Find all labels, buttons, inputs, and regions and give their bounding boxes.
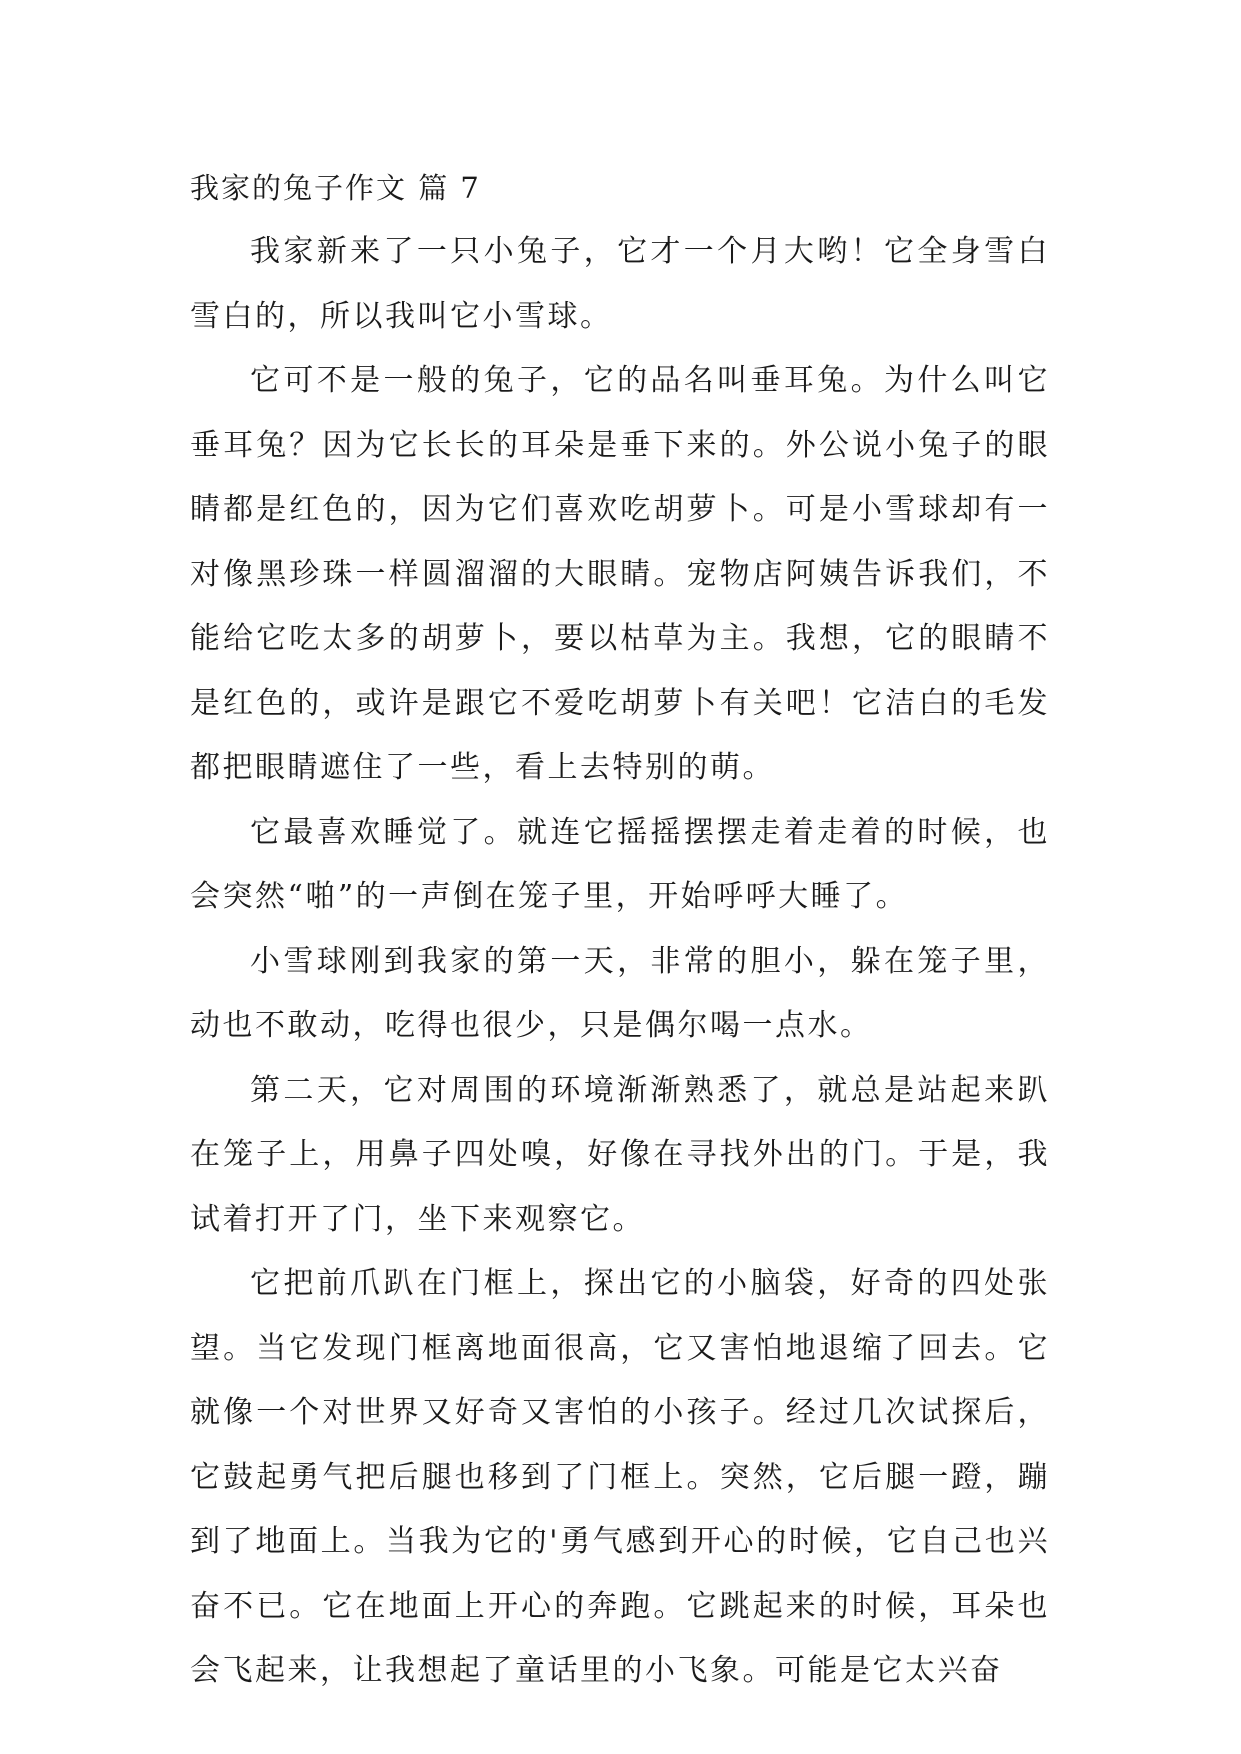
paragraph-sleeping: 它最喜欢睡觉了。就连它摇摇摆摆走着走着的时候，也会突然“啪”的一声倒在笼子里，开始呼呼大睡了。 [190, 814, 1050, 914]
document-body [190, 160, 1050, 1704]
document-title: 我家的兔子作文 篇 7 [190, 171, 481, 205]
paragraph-lop-ear: 它可不是一般的兔子，它的品名叫垂耳兔。为什么叫它垂耳兔？因为它长长的耳朵是垂下来的。外公说小兔子的眼睛都是红色的，因为它们喜欢吃胡萝卜。可是小雪球却有一对像黑珍珠一样圆溜溜的大眼睛。宠物店阿姨告诉我们，不能给它吃太多的胡萝卜，要以枯草为主。我想，它的眼睛不是红色的，或许是跟它不爱吃胡萝卜有关吧！它洁白的毛发都把眼睛遮住了一些，看上去特别的萌。 [190, 363, 1050, 785]
paragraph-exploring: 它把前爪趴在门框上，探出它的小脑袋，好奇的四处张望。当它发现门框离地面很高，它又害怕地退缩了回去。它就像一个对世界又好奇又害怕的小孩子。经过几次试探后，它鼓起勇气把后腿也移到了门框上。突然，它后腿一蹬，蹦到了地面上。当我为它的'勇气感到开心的时候，它自己也兴奋不已。它在地面上开心的奔跑。它跳起来的时候，耳朵也会飞起来，让我想起了童话里的小飞象。可能是它太兴奋 [190, 1266, 1050, 1688]
paragraph-first-day: 小雪球刚到我家的第一天，非常的胆小，躲在笼子里，动也不敢动，吃得也很少，只是偶尔喝一点水。 [190, 943, 1050, 1043]
paragraph-intro: 我家新来了一只小兔子，它才一个月大哟！它全身雪白雪白的，所以我叫它小雪球。 [190, 234, 1050, 334]
paragraph-second-day: 第二天，它对周围的环境渐渐熟悉了，就总是站起来趴在笼子上，用鼻子四处嗅，好像在寻找外出的门。于是，我试着打开了门，坐下来观察它。 [190, 1072, 1050, 1237]
